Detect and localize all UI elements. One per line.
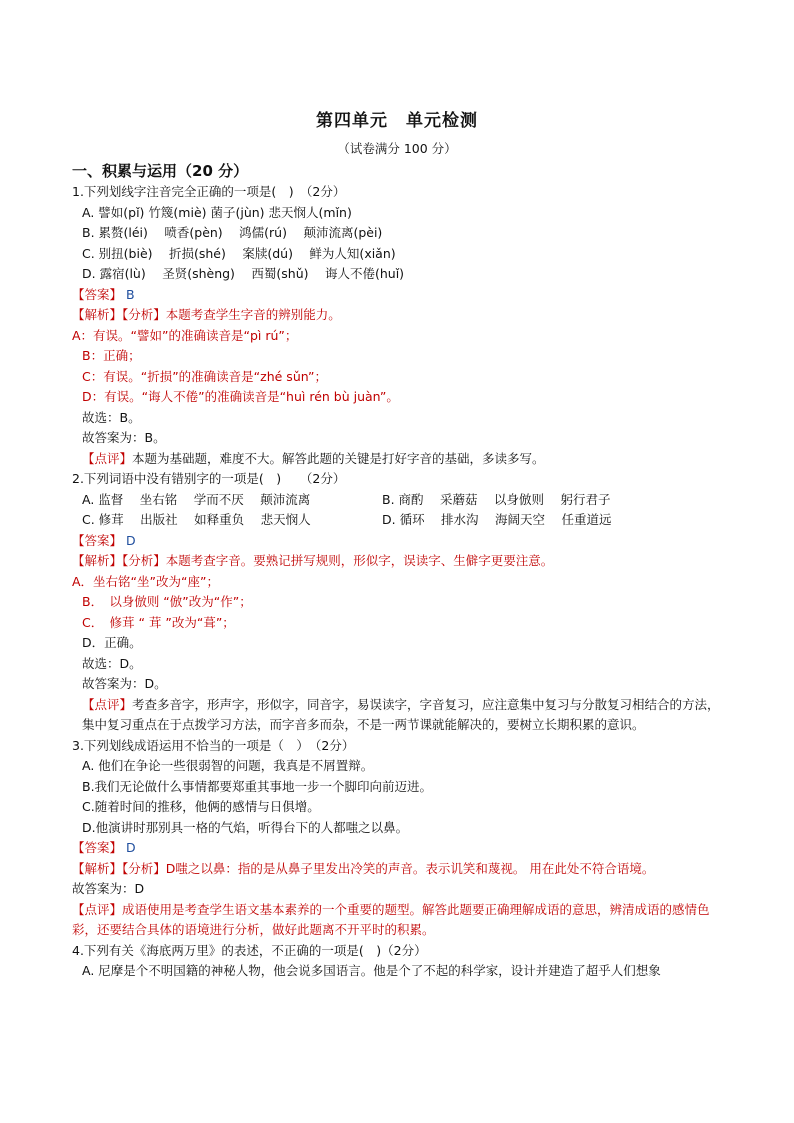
q1-choose: 故选：B。 (82, 409, 141, 425)
q2-note-a: A．坐右铭“坐”改为“座”； (72, 573, 219, 589)
answer-tag: 【答案】 (72, 532, 123, 548)
comment-text: 本题为基础题，难度不大。解答此题的关键是打好字音的基础，多读多写。 (132, 450, 545, 466)
q1-note-b: B：正确； (82, 348, 141, 363)
q1-answer (72, 285, 724, 306)
q2-option-c: C. 修茸 出版社 如释重负 悲天悯人 (82, 512, 311, 527)
answer-value: D (126, 840, 136, 855)
answer-value: D (126, 532, 136, 548)
q2-final: 故答案为：D。 (82, 676, 167, 691)
answer-tag: 【答案】 (72, 286, 123, 302)
q2-comment (72, 695, 724, 736)
answer-tag: 【答案】 (72, 840, 123, 855)
section-heading: 一、积累与运用（20 分） (72, 162, 249, 180)
q2-option-b: B. 商酌 采蘑菇 以身倣则 躬行君子 (382, 491, 611, 507)
q3-option-a: A. 他们在争论一些很弱智的问题，我真是不屑置辩。 (82, 758, 374, 773)
q3-option-d: D.他演讲时那别具一格的气焰，听得台下的人都嗤之以鼻。 (82, 819, 409, 835)
q1-note-c: C：有误。“折损”的准确读音是“zhé sǔn”； (82, 368, 327, 384)
q2-options-row1 (72, 490, 724, 511)
q2-note-c: C． 修茸 “ 茸 ”改为“葺”； (82, 614, 235, 630)
comment-tag: 【点评】 (72, 901, 123, 917)
q1-option-a: A. 譬如(pǐ) 竹篾(miè) 菌子(jùn) 悲天悯人(mǐn) (82, 204, 352, 220)
q1-option-c: C. 别扭(biè) 折损(shé) 案牍(dú) 鲜为人知(xiǎn) (82, 245, 396, 261)
page-title: 第四单元 单元检测 (316, 111, 478, 131)
comment-tag: 【点评】 (82, 696, 133, 712)
q3-final: 故答案为：D (72, 881, 145, 896)
q3-option-b: B.我们无论做什么事情都要郑重其事地一步一个脚印向前迈进。 (82, 778, 433, 794)
q1-option-b: B. 累赘(léi) 喷香(pèn) 鸿儒(rú) 颠沛流离(pèi) (82, 225, 383, 240)
q3-answer (72, 838, 724, 859)
q4-stem: 4.下列有关《海底两万里》的表述，不正确的一项是( )（2分） (72, 942, 427, 958)
q1-note-d: D：有误。“诲人不倦”的准确读音是“huì rén bù juàn”。 (82, 389, 399, 404)
q2-option-d: D. 循环 排水沟 海阔天空 任重道远 (382, 512, 612, 527)
answer-value: B (126, 286, 135, 302)
q1-comment (72, 449, 724, 470)
q1-note-a: A：有误。“譬如”的准确读音是“pì rú”； (72, 327, 298, 343)
q3-option-c: C.随着时间的推移，他俩的感情与日俱增。 (82, 799, 320, 814)
q3-analysis: 【解析】【分析】D嗤之以鼻：指的是从鼻子里发出冷笑的声音。表示讥笑和蔑视。 用在此处不符合语境。 (72, 860, 655, 876)
q2-choose: 故选：D。 (82, 655, 142, 671)
q4-option-a: A. 尼摩是个不明国籍的神秘人物，他会说多国语言。他是个了不起的科学家，设计并建造了超乎人们想象 (82, 963, 661, 978)
q1-stem: 1.下列划线字注音完全正确的一项是( ) （2分） (72, 184, 346, 199)
q3-comment (72, 900, 724, 941)
q2-note-b: B． 以身倣则 “倣”改为“作”； (82, 594, 252, 609)
comment-text: 考查多音字，形声字，形似字，同音字，易误读字，字音复习，应注意集中复习与分散复习相结合的方法，集中复习重点在于点拨学习方法，而字音多而杂，不是一两节课就能解决的，要树立长期积累的意识。 (82, 696, 720, 732)
q2-options-row2 (72, 510, 724, 531)
exam-content (72, 160, 724, 982)
q1-final: 故答案为：B。 (82, 430, 166, 445)
q2-stem: 2.下列词语中没有错别字的一项是( ) （2分） (72, 471, 346, 486)
comment-text: 成语使用是考查学生语文基本素养的一个重要的题型。解答此题要正确理解成语的意思，辨清成语的感情色彩，还要结合具体的语境进行分析，做好此题离不开平时的积累。 (72, 901, 710, 937)
page-subtitle: （试卷满分 100 分） (337, 141, 457, 156)
q1-option-d: D. 露宿(lù) 圣贤(shèng) 西蜀(shǔ) 诲人不倦(huǐ) (82, 266, 405, 281)
q2-option-a: A. 监督 坐右铭 学而不厌 颠沛流离 (82, 491, 311, 507)
q3-stem: 3.下列划线成语运用不恰当的一项是（ ） （2分） (72, 737, 355, 753)
q2-answer (72, 531, 724, 552)
q1-analysis: 【解析】【分析】本题考查学生字音的辨别能力。 (72, 307, 341, 322)
q2-analysis: 【解析】【分析】本题考查字音。要熟记拼写规则，形似字，误读字、生僻字更要注意。 (72, 553, 554, 568)
comment-tag: 【点评】 (82, 450, 133, 466)
q2-note-d: D．正确。 (82, 635, 142, 650)
